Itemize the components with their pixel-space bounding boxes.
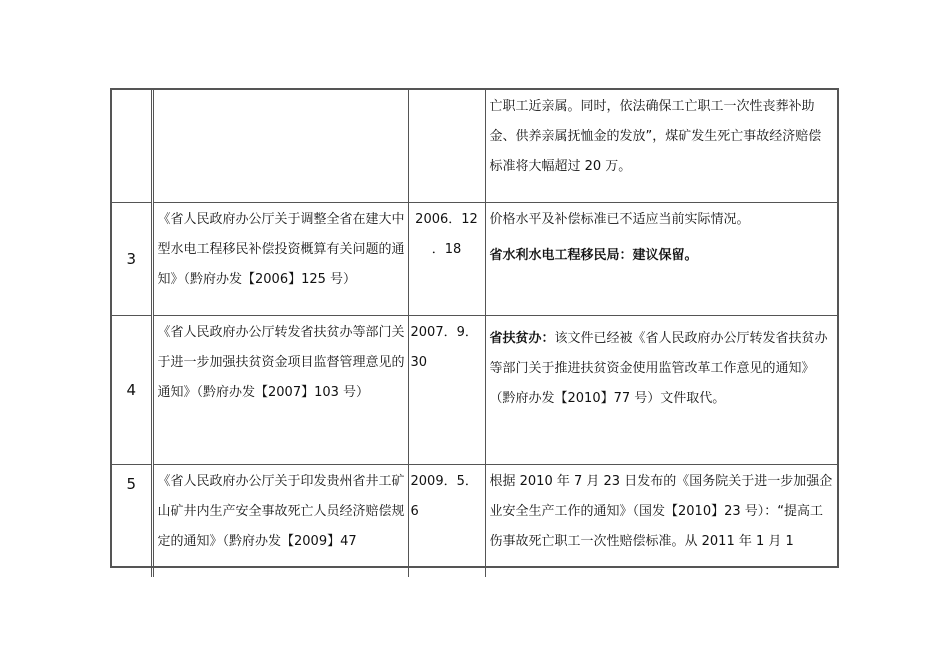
review-note-cell [485,465,837,578]
row-number: 4 [112,316,152,465]
review-note-cell [485,316,837,465]
table-row [112,90,837,203]
issue-date-cell [408,203,485,316]
row-number: 5 [112,465,152,578]
document-title-cell: 《省人民政府办公厅关于印发贵州省井工矿山矿井内生产安全事故死亡人员经济赔偿规定的通知》（黔府办发【2009】47 [152,465,408,578]
document-title-cell [152,90,408,203]
review-note-cell [485,90,837,203]
regulation-review-table [110,88,839,568]
document-title-cell: 《省人民政府办公厅转发省扶贫办等部门关于进一步加强扶贫资金项目监督管理意见的通知》（黔府办发【2007】103 号） [152,316,408,465]
issue-date-cell [408,90,485,203]
note-text: 价格水平及补偿标准已不适应当前实际情况。 [489,212,750,227]
issue-date-cell: 2009．5．6 [408,465,485,578]
row-number [112,90,152,203]
document-title-cell: 《省人民政府办公厅关于调整全省在建大中型水电工程移民补偿投资概算有关问题的通知》（黔府办发【2006】125 号） [152,203,408,316]
table-grid [112,90,837,577]
note-department-label: 省扶贫办： [489,331,555,346]
date-line-1: 2006．12 [415,212,478,227]
paragraph-gap [490,318,834,324]
review-note-cell [485,203,837,316]
note-text: 根据 2010 年 7 月 23 日发布的《国务院关于进一步加强企业安全生产工作的通知》（国发【2010】23 号）：“提高工伤事故死亡职工一次性赔偿标准。从 2011 年 1 月 1 [489,474,833,549]
note-text: 该文件已经被《省人民政府办公厅转发省扶贫办等部门关于推进扶贫资金使用监管改革工作意见的通知》（黔府办发【2010】77 号）文件取代。 [489,331,828,406]
table-row [112,203,837,316]
table-row [112,316,837,465]
date-line-2: ．18 [431,242,462,257]
note-department-opinion: 省水利水电工程移民局：建议保留。 [489,248,698,263]
issue-date-cell: 2007．9．30 [408,316,485,465]
note-text: 亡职工近亲属。同时，依法确保工亡职工一次性丧葬补助金、供养亲属抚恤金的发放”，煤矿发生死亡事故经济赔偿标准将大幅超过 20 万。 [489,99,822,174]
table-row [112,465,837,578]
row-number: 3 [112,203,152,316]
